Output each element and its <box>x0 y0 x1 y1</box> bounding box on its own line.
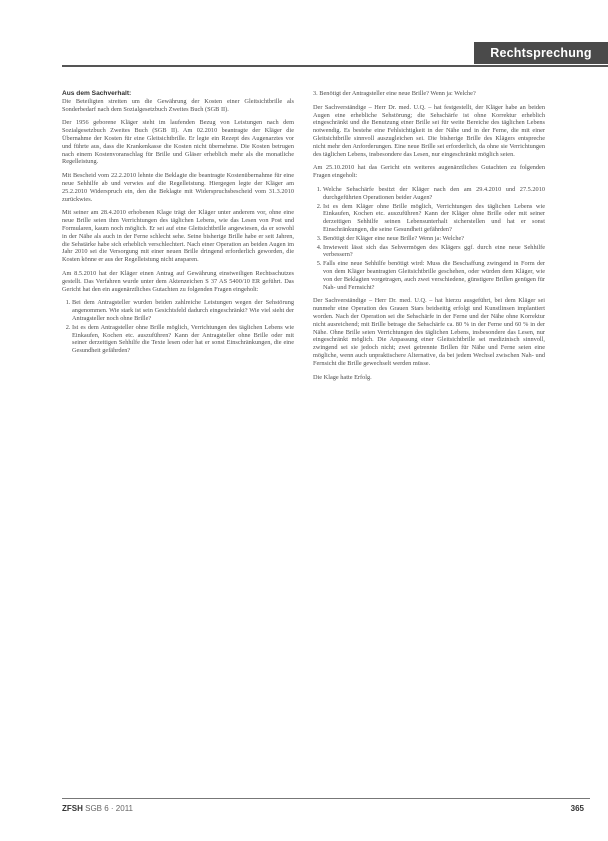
paragraph: 3. Benötigt der Antragsteller eine neue Brille? Wenn ja: Welche? <box>313 90 476 97</box>
paragraph: Der Sachverständige – Herr Dr. med. U.Q. – hat hierzu ausgeführt, bei dem Kläger sei nunmehr eine Operation des Grauen Stars beidseitig erfolgt und Kunstlinsen implantiert worden. Nach der Operation sei die Sehschärfe in der Ferne und der Nähe ohne Korrektur nicht ausreichend; mit Brille betrage die Sehschärfe ca. 80 % in der Ferne und 60 % in der Nähe. Ohne Brille seien Verrichtungen des täglichen Lebens, insbesondere das Lesen, nur eingeschränkt möglich. Die Anpassung einer Gleitsichtbrille sei medizinisch sinnvoll, zwingend sei sie jedoch nicht; zwei getrennte Brillen für Nähe und Ferne seien eine mögliche, wenn auch unpraktischere Alternative, da bei jedem Wechsel zwischen Nah- und Fernsicht die Brille gewechselt werden müsse. <box>313 297 545 367</box>
paragraph: Der 1956 geborene Kläger steht im laufenden Bezug von Leistungen nach dem Sozialgesetzbuch Zweites Buch (SGB II). Am 02.2010 beantragte der Kläger die Übernahme der Kosten für eine Gleitsichtbrille. Er legte ein Rezept des Augenarztes vor und führte aus, dass die Krankenkasse die Kosten nicht übernehme. Die Kosten betrugen nach einem Kostenvoranschlag für Brille und Gläser erheblich mehr als die monatliche Regelleistung. <box>62 119 294 166</box>
paragraph: Am 8.5.2010 hat der Kläger einen Antrag auf Gewährung einstweiligen Rechtsschutzes gestellt. Das Verfahren wurde unter dem Aktenzeichen S 37 AS 5400/10 ER geführt. Das Gericht hat den ein augenärztliches Gutachten zu folgenden Fragen eingeholt: <box>62 269 294 293</box>
question-list <box>313 186 545 291</box>
list-item: 2. Ist es dem Kläger ohne Brille möglich, Verrichtungen des täglichen Lebens wie Einkaufen, Kochen etc. auszuführen? Kann der Kläger ohne Brille oder mit seiner derzeitigen Sehhilfe seinen Lebensunterhalt sicherstellen und hat er sonst Einschränkungen, die seine Gesundheit gefährden? <box>323 203 545 234</box>
question-list <box>62 299 294 355</box>
section-heading: Aus dem Sachverhalt: <box>62 90 132 97</box>
paragraph: Mit seiner am 28.4.2010 erhobenen Klage trägt der Kläger unter anderem vor, ohne eine neue Brille seien ihm Verrichtungen des täglichen Lebens, wie das Lesen von Post und Formularen, kaum noch möglich. Er sei auf eine Gleitsichtbrille angewiesen, da er sowohl in der Nähe als auch in der Ferne schlecht sehe. Seine bisherige Brille habe er seit Jahren, die Sehstärke habe sich erheblich verschlechtert. Nach einer Operation an beiden Augen im Jahr 2010 sei die Versorgung mit einer neuen Brille dringend erforderlich geworden, die Kosten könne er aus der Regelleistung nicht ansparen. <box>62 209 294 264</box>
left-column <box>62 90 294 361</box>
section-tag: Rechtsprechung <box>474 42 608 64</box>
paragraph: Mit Bescheid vom 22.2.2010 lehnte die Beklagte die beantragte Kostenübernahme für eine neue Sehhilfe ab und verwies auf die Regelleistung. Hiergegen legte der Kläger am 25.2.2010 Widerspruch ein, den die Beklagte mit Widerspruchsbescheid vom 31.3.2010 zurückwies. <box>62 172 294 203</box>
list-item: 2. Ist es dem Antragsteller ohne Brille möglich, Verrichtungen des täglichen Lebens wie Einkaufen, Kochen etc. auszuführen? Kann der Antragsteller ohne Brille oder mit seiner derzeitigen Sehhilfe die Texte lesen oder hat er sonst Einschränkungen, die eine Gesundheit gefährden? <box>72 324 294 355</box>
list-item: 3. Benötigt der Kläger eine neue Brille? Wenn ja: Welche? <box>323 235 545 243</box>
list-item: 4. Inwieweit lässt sich das Sehvermögen des Klägers ggf. durch eine neue Sehhilfe verbessern? <box>323 244 545 260</box>
right-column <box>313 90 545 387</box>
list-item: 1. Welche Sehschärfe besitzt der Kläger nach den am 29.4.2010 und 27.5.2010 durchgeführten Operationen beider Augen? <box>323 186 545 202</box>
footer-journal <box>62 804 133 813</box>
journal-name: ZFSH <box>62 804 83 813</box>
journal-issue: SGB 6 · 2011 <box>85 804 134 813</box>
list-item: 5. Falls eine neue Sehhilfe benötigt wird: Muss die Beschaffung zwingend in Form der von dem Kläger beantragten Gleitsichtbrille geschehen, oder würden dem Kläger, wie von der Beklagten vorgetragen, auch zwei verschiedene, günstigere Brillen genügen für Nah- und Fernsicht? <box>323 260 545 291</box>
paragraph: Am 25.10.2010 hat das Gericht ein weiteres augenärztliches Gutachten zu folgenden Fragen eingeholt: <box>313 164 545 180</box>
footer-rule <box>62 798 590 799</box>
header-rule <box>62 65 608 67</box>
list-item: 1. Bei dem Antragsteller wurden beiden zahlreiche Leistungen wegen der Sehstörung angenommen. Wie stark ist sein Gesichtsfeld dadurch eingeschränkt? Wie viel sieht der Antragsteller noch ohne Brille? <box>72 299 294 322</box>
paragraph: Der Sachverständige – Herr Dr. med. U.Q. – hat festgestellt, der Kläger habe an beiden Augen eine erhebliche Sehstörung; die Sehschärfe ist ohne Korrektur erheblich eingeschränkt und die Benutzung einer Brille sei für weite Bereiche des täglichen Lebens notwendig. Es bestehe eine Fehlsichtigkeit in der Nähe und in der Ferne, die mit einer Gleitsichtbrille sinnvoll auszugleichen sei. Die bisherige Brille des Klägers entspreche nicht mehr den Anforderungen. Eine neue Brille sei erforderlich, da ohne sie Verrichtungen des täglichen Lebens, insbesondere das Lesen, nur eingeschränkt möglich seien. <box>313 103 545 158</box>
paragraph: Die Klage hatte Erfolg. <box>313 373 372 381</box>
page-number: 365 <box>570 804 584 813</box>
paragraph: Die Beteiligten streiten um die Gewährung der Kosten einer Gleitsichtbrille als Sonderbedarf nach dem Sozialgesetzbuch Zweites Buch (SGB II). <box>62 97 294 113</box>
